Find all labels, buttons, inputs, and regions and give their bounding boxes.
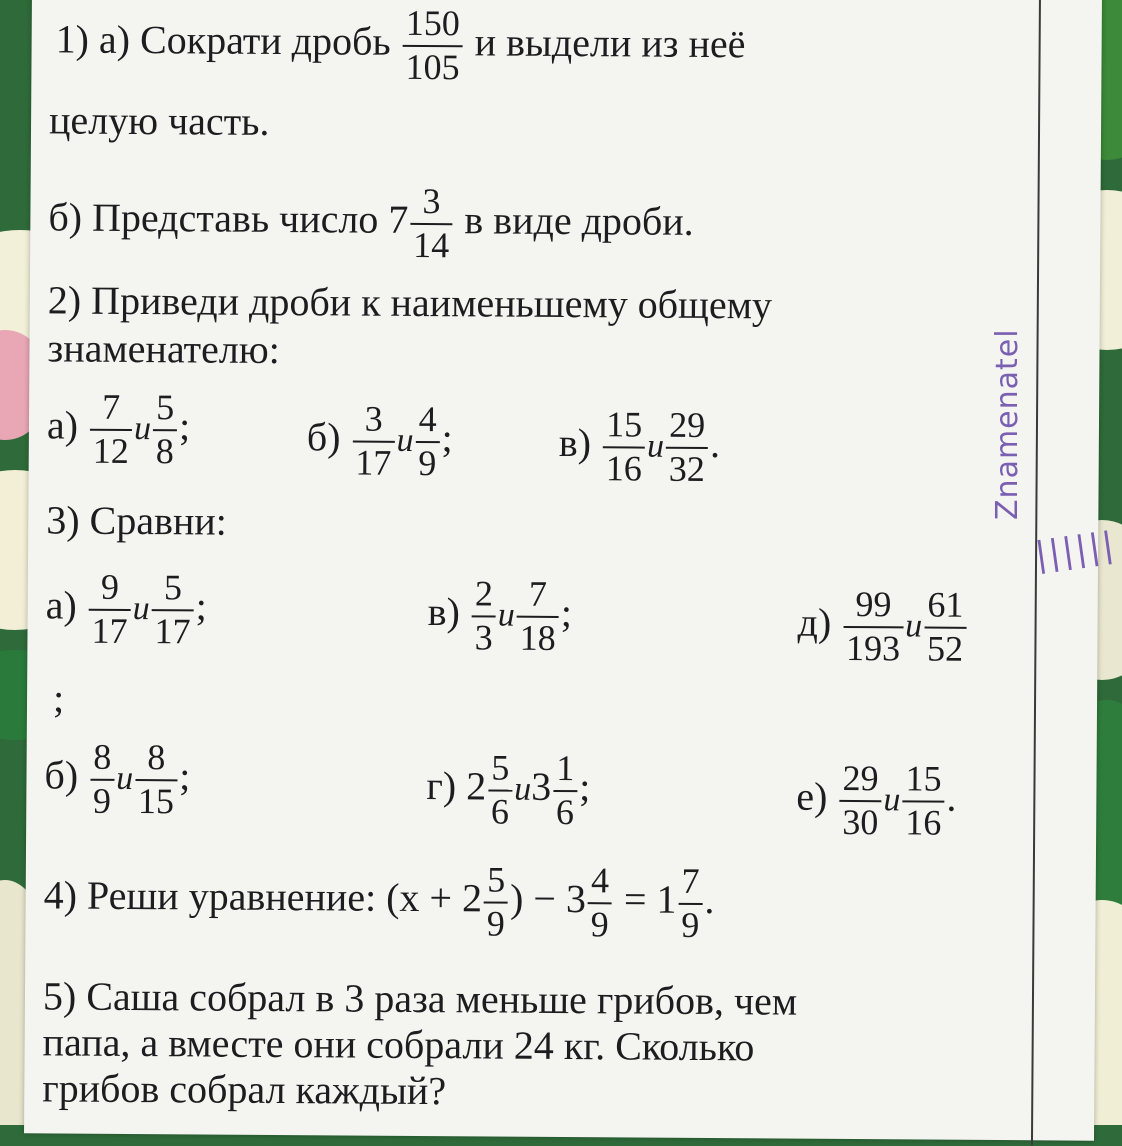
task-2-item-c: в) $\frac{15}{16}$ и $\frac{29}{32}$ .: [558, 404, 721, 489]
fraction: $\frac{150}{105}$: [402, 5, 463, 87]
stray-semicolon: ;: [52, 675, 65, 721]
task-2-line1: 2) Приведи дроби к наименьшему общему: [47, 277, 773, 328]
task-3-item-e: е) $\frac{29}{30}$ и $\frac{15}{16}$ .: [796, 757, 957, 843]
worksheet-paper: [24, 0, 1102, 1141]
fraction: $\frac{3}{14}$: [410, 183, 453, 265]
task-2-item-b: б) $\frac{3}{17}$ и $\frac{4}{9}$ ;: [306, 398, 453, 483]
task-5-line2: папа, а вместе они собрали 24 кг. Сколько: [42, 1019, 755, 1070]
task-1b-suffix: в виде дроби.: [464, 197, 694, 244]
task-5-line3: грибов собрал каждый?: [42, 1065, 447, 1114]
task-3-item-b: б) $\frac{8}{9}$ и $\frac{8}{15}$ ;: [44, 736, 191, 822]
task-3-item-d: д) $\frac{99}{193}$ и $\frac{61}{52}$: [797, 586, 968, 669]
task-1a-suffix: и выдели из неё: [474, 19, 746, 67]
task-1b-prefix: б) Представь число 7: [48, 194, 409, 242]
task-4-prefix: 4) Реши уравнение:: [43, 872, 377, 920]
task-3-item-a: а) $\frac{9}{17}$ и $\frac{5}{17}$ ;: [45, 566, 208, 652]
task-1a: [55, 2, 745, 88]
task-1a-prefix: 1) а) Сократи дробь: [55, 16, 391, 64]
handwritten-margin-note: Znamenatel: [990, 328, 1025, 520]
task-2-item-a: а) $\frac{7}{12}$ и $\frac{5}{8}$ ;: [46, 386, 191, 472]
task-2-line2: знаменателю:: [47, 325, 280, 373]
task-1b: [48, 180, 694, 266]
task-3-title: 3) Сравни:: [46, 497, 228, 544]
task-4: 4) Реши уравнение: (x + 2 $\frac{5}{9}$ ) − 3 $\frac{4}{9}$ = 1 $\frac{7}{9}$ .: [43, 859, 715, 945]
task-1a-line2: целую часть.: [48, 97, 270, 144]
task-3-item-g: г) 2 $\frac{5}{6}$ и3 $\frac{1}{6}$ ;: [426, 747, 591, 832]
task-5-line1: 5) Саша собрал в 3 раза меньше грибов, чем: [42, 973, 798, 1024]
task-3-item-v: в) $\frac{2}{3}$ и $\frac{7}{18}$ ;: [427, 573, 573, 658]
handwritten-ticks: ||||||: [1032, 524, 1119, 576]
